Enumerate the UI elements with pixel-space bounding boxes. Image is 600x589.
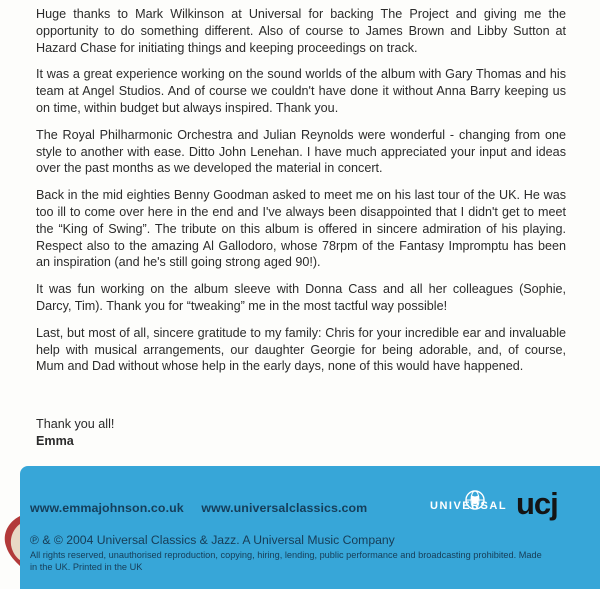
universal-logo: UNIVERSAL	[430, 500, 508, 512]
paragraph-2: It was a great experience working on the sound worlds of the album with Gary Thomas and his team at Angel Studios. And of course we couldn't have done it without Anna Barry keeping us on time, within budget but always inspired. Thank you.	[36, 67, 566, 115]
decorative-edge-image	[0, 516, 20, 566]
footer-urls	[30, 501, 381, 515]
paragraph-3: The Royal Philharmonic Orchestra and Julian Reynolds were wonderful - changing from one style to another with ease. Ditto John Lenehan. I have much appreciated your input and ideas over the past months as we developed the material in concert.	[36, 127, 566, 176]
footer-banner	[20, 466, 600, 589]
emmajohnson-link[interactable]: www.emmajohnson.co.uk	[30, 501, 184, 515]
universalclassics-link[interactable]: www.universalclassics.com	[201, 501, 368, 515]
paragraph-1: Huge thanks to Mark Wilkinson at Universal for backing The Project and giving me the opportunity to do something different. Also of course to James Brown and Libby Sutton at Hazard Chase for initiating things and keeping proceedings on track.	[36, 7, 566, 55]
paragraph-6: Last, but most of all, sincere gratitude to my family: Chris for your incredible ear and invaluable help with musical arrangements, our daughter Georgie for being adorable, and, of course, Mum and Dad without whose help in the early days, none of this would have happened.	[36, 325, 566, 374]
paragraph-4: Back in the mid eighties Benny Goodman asked to meet me on his last tour of the UK. He was too ill to come over here in the end and I've always been disappointed that I didn't get to meet the “King of Swing”. The tribute on this album is offered in sincere admiration of his playing. Respect also to the amazing Al Gallodoro, whose 78rpm of the Fantasy Impromptu has been an inspiration (and he's still going strong aged 90!).	[36, 188, 566, 270]
copyright-line: ℗ & © 2004 Universal Classics & Jazz. A Universal Music Company	[30, 533, 395, 547]
ucj-logo: ucj	[516, 486, 558, 521]
signoff-name: Emma	[36, 433, 74, 448]
signoff-thanks: Thank you all!	[36, 417, 115, 431]
paragraph-5: It was fun working on the album sleeve with Donna Cass and all her colleagues (Sophie, Darcy, Tim). Thank you for “tweaking” me in the most tactful way possible!	[36, 282, 566, 313]
signoff	[36, 416, 114, 450]
acknowledgements-text	[36, 6, 566, 385]
legal-notice: All rights reserved, unauthorised reproduction, copying, hiring, lending, public performance and broadcasting prohibited. Made in the UK. Printed in the UK	[30, 550, 542, 572]
